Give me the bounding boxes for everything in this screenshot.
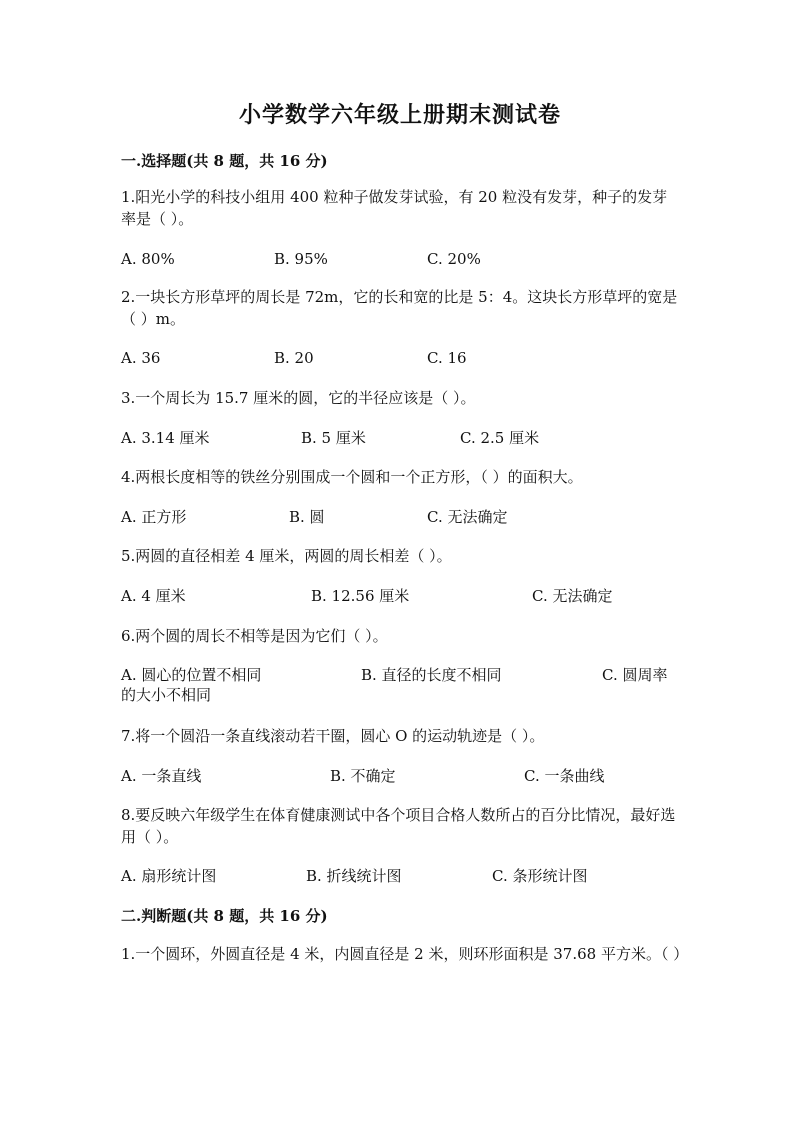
- question-4-option-b[interactable]: B. 圆: [289, 508, 325, 526]
- question-4: 4.两根长度相等的铁丝分别围成一个圆和一个正方形，（ ）的面积大。: [121, 468, 583, 486]
- question-1-option-a[interactable]: A. 80%: [121, 250, 175, 268]
- judgment-question-1: 1.一个圆环，外圆直径是 4 米，内圆直径是 2 米，则环形面积是 37.68 平方米。（ ）: [121, 945, 689, 963]
- question-4-option-a[interactable]: A. 正方形: [121, 508, 187, 526]
- question-2-option-a[interactable]: A. 36: [121, 349, 161, 367]
- question-3-option-c[interactable]: C. 2.5 厘米: [460, 429, 540, 447]
- page-title: 小学数学六年级上册期末测试卷: [238, 102, 561, 128]
- question-8-option-b[interactable]: B. 折线统计图: [306, 867, 402, 885]
- question-6-option-a[interactable]: A. 圆心的位置不相同: [121, 666, 262, 684]
- question-7-option-c[interactable]: C. 一条曲线: [524, 767, 605, 785]
- question-4-option-c[interactable]: C. 无法确定: [427, 508, 508, 526]
- question-8-option-a[interactable]: A. 扇形统计图: [121, 867, 217, 885]
- question-3-option-b[interactable]: B. 5 厘米: [301, 429, 366, 447]
- question-6-option-c[interactable]: C. 圆周率的大小不相同: [121, 666, 668, 704]
- question-8-option-c[interactable]: C. 条形统计图: [492, 867, 588, 885]
- question-6-option-b[interactable]: B. 直径的长度不相同: [361, 666, 502, 684]
- section-heading-true-false: 二.判断题(共 8 题，共 16 分): [121, 907, 328, 925]
- question-5-option-b[interactable]: B. 12.56 厘米: [311, 587, 410, 605]
- question-5-option-a[interactable]: A. 4 厘米: [121, 587, 186, 605]
- question-3-option-a[interactable]: A. 3.14 厘米: [121, 429, 210, 447]
- question-2-option-b[interactable]: B. 20: [274, 349, 314, 367]
- question-7: 7.将一个圆沿一条直线滚动若干圈，圆心 O 的运动轨迹是（ ）。: [121, 727, 545, 745]
- question-3: 3.一个周长为 15.7 厘米的圆，它的半径应该是（ ）。: [121, 389, 476, 407]
- question-2-option-c[interactable]: C. 16: [427, 349, 467, 367]
- question-1-option-b[interactable]: B. 95%: [274, 250, 328, 268]
- question-1-option-c[interactable]: C. 20%: [427, 250, 481, 268]
- question-7-option-a[interactable]: A. 一条直线: [121, 767, 202, 785]
- question-1: 1.阳光小学的科技小组用 400 粒种子做发芽试验，有 20 粒没有发芽，种子的发芽率是（ ）。: [121, 188, 668, 228]
- question-8: 8.要反映六年级学生在体育健康测试中各个项目合格人数所占的百分比情况，最好选用（ ）。: [121, 806, 676, 846]
- question-5-option-c[interactable]: C. 无法确定: [532, 587, 613, 605]
- question-2: 2.一块长方形草坪的周长是 72m，它的长和宽的比是 5：4。这块长方形草坪的宽是（ ）m。: [121, 288, 678, 328]
- question-5: 5.两圆的直径相差 4 厘米，两圆的周长相差（ ）。: [121, 547, 452, 565]
- question-6: 6.两个圆的周长不相等是因为它们（ ）。: [121, 627, 388, 645]
- question-6-options: [121, 665, 681, 705]
- question-7-option-b[interactable]: B. 不确定: [330, 767, 396, 785]
- section-heading-multiple-choice: 一.选择题(共 8 题，共 16 分): [121, 152, 328, 170]
